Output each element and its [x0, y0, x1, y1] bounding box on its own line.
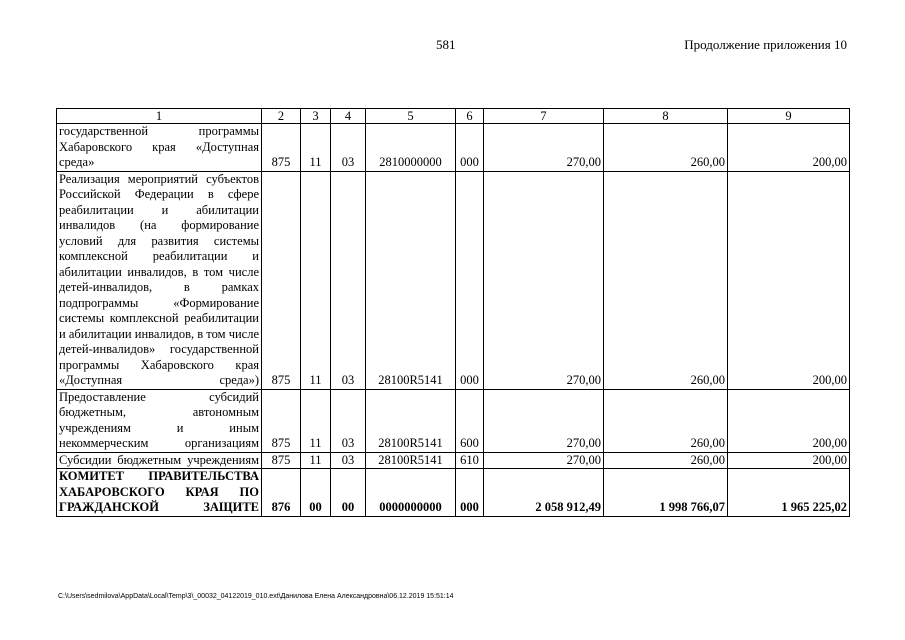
- row-description: Субсидии бюджетным учреждениям: [57, 452, 262, 469]
- column-header: 1: [57, 109, 262, 124]
- target-article-code: 0000000000: [366, 469, 456, 517]
- amount-col8: 1 998 766,07: [604, 469, 728, 517]
- row-description: КОМИТЕТ ПРАВИТЕЛЬСТВА ХАБАРОВСКОГО КРАЯ ПО ГРАЖДАНСКОЙ ЗАЩИТЕ: [57, 469, 262, 517]
- section-code: 11: [301, 452, 331, 469]
- target-article-code: 28100R5141: [366, 389, 456, 452]
- ministry-code: 876: [262, 469, 301, 517]
- column-header: 4: [331, 109, 366, 124]
- column-number-row: [57, 109, 850, 124]
- amount-col7: 270,00: [484, 171, 604, 389]
- column-header: 2: [262, 109, 301, 124]
- amount-col7: 2 058 912,49: [484, 469, 604, 517]
- footer-file-path: C:\Users\sedmilova\AppData\Local\Temp\3\_00032_04122019_010.ext\Даниловa Елена Александровна\06.12.2019 15:51:14: [58, 593, 454, 600]
- expense-type-code: 000: [456, 124, 484, 172]
- subsection-code: 03: [331, 389, 366, 452]
- amount-col9: 200,00: [728, 124, 850, 172]
- row-description: Реализация мероприятий субъектов Российской Федерации в сфере реабилитации и абилитации инвалидов (на формирование условий для развития системы комплексной реабилитации и абилитации инвалидов, в том числе детей-инвалидов, в рамках подпрограммы «Формирование системы комплексной реабилитации и абилитации инвалидов, в том числе детей-инвалидов» государственной программы Хабаровского края «Доступная среда»): [57, 171, 262, 389]
- section-code: 11: [301, 124, 331, 172]
- ministry-code: 875: [262, 452, 301, 469]
- amount-col7: 270,00: [484, 124, 604, 172]
- table-row-committee-total: [57, 469, 850, 517]
- ministry-code: 875: [262, 124, 301, 172]
- column-header: 8: [604, 109, 728, 124]
- amount-col9: 200,00: [728, 171, 850, 389]
- column-header: 6: [456, 109, 484, 124]
- table-row: [57, 452, 850, 469]
- column-header: 9: [728, 109, 850, 124]
- row-description: Предоставление субсидий бюджетным, автономным учреждениям и иным некоммерческим организациям: [57, 389, 262, 452]
- target-article-code: 28100R5141: [366, 452, 456, 469]
- column-header: 5: [366, 109, 456, 124]
- row-description: государственной программы Хабаровского края «Доступная среда»: [57, 124, 262, 172]
- subsection-code: 00: [331, 469, 366, 517]
- target-article-code: 28100R5141: [366, 171, 456, 389]
- subsection-code: 03: [331, 452, 366, 469]
- amount-col7: 270,00: [484, 452, 604, 469]
- amount-col8: 260,00: [604, 171, 728, 389]
- table-row: [57, 389, 850, 452]
- subsection-code: 03: [331, 124, 366, 172]
- expense-type-code: 000: [456, 171, 484, 389]
- amount-col8: 260,00: [604, 124, 728, 172]
- amount-col9: 1 965 225,02: [728, 469, 850, 517]
- section-code: 00: [301, 469, 331, 517]
- budget-table: [56, 108, 850, 517]
- amount-col8: 260,00: [604, 452, 728, 469]
- expense-type-code: 610: [456, 452, 484, 469]
- continuation-label: Продолжение приложения 10: [684, 37, 847, 52]
- amount-col8: 260,00: [604, 389, 728, 452]
- table-row: [57, 171, 850, 389]
- amount-col9: 200,00: [728, 452, 850, 469]
- column-header: 7: [484, 109, 604, 124]
- subsection-code: 03: [331, 171, 366, 389]
- page-number: 581: [436, 37, 456, 52]
- target-article-code: 2810000000: [366, 124, 456, 172]
- expense-type-code: 000: [456, 469, 484, 517]
- expense-type-code: 600: [456, 389, 484, 452]
- ministry-code: 875: [262, 171, 301, 389]
- section-code: 11: [301, 389, 331, 452]
- amount-col7: 270,00: [484, 389, 604, 452]
- column-header: 3: [301, 109, 331, 124]
- table-row: [57, 124, 850, 172]
- amount-col9: 200,00: [728, 389, 850, 452]
- section-code: 11: [301, 171, 331, 389]
- ministry-code: 875: [262, 389, 301, 452]
